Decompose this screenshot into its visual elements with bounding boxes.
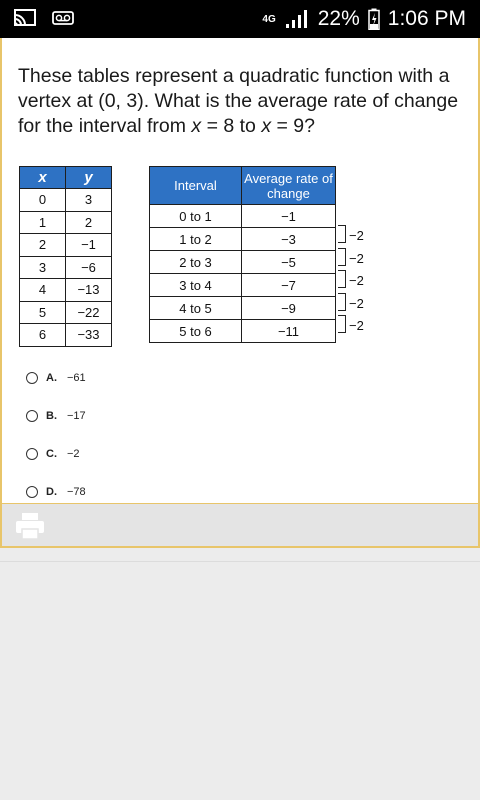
question-part-3: = 9? bbox=[271, 115, 315, 137]
y-cell: −22 bbox=[66, 301, 112, 324]
option-a[interactable] bbox=[26, 370, 86, 386]
option-b[interactable] bbox=[26, 408, 86, 424]
option-value: −2 bbox=[67, 448, 80, 460]
rate-header-average: Average rate of change bbox=[242, 167, 336, 205]
voicemail-icon bbox=[52, 11, 74, 25]
y-cell: −13 bbox=[66, 279, 112, 302]
table-row bbox=[20, 234, 112, 257]
table-row bbox=[20, 324, 112, 347]
interval-cell: 2 to 3 bbox=[150, 251, 242, 274]
option-value: −17 bbox=[67, 410, 86, 422]
radio-button[interactable] bbox=[26, 372, 38, 384]
difference-label: −2 bbox=[349, 295, 364, 311]
divider bbox=[0, 561, 480, 562]
difference-bracket bbox=[338, 270, 388, 290]
table-row bbox=[150, 297, 336, 320]
table-row bbox=[150, 251, 336, 274]
option-letter: C. bbox=[46, 448, 57, 460]
xy-header-y: y bbox=[66, 167, 112, 189]
question-card bbox=[0, 38, 480, 548]
y-cell: −33 bbox=[66, 324, 112, 347]
table-row bbox=[150, 205, 336, 228]
clock: 1:06 PM bbox=[387, 7, 466, 30]
difference-brackets bbox=[338, 225, 388, 345]
interval-cell: 3 to 4 bbox=[150, 274, 242, 297]
difference-label: −2 bbox=[349, 228, 364, 243]
x-cell: 1 bbox=[20, 211, 66, 234]
table-row bbox=[20, 301, 112, 324]
interval-cell: 1 to 2 bbox=[150, 228, 242, 251]
option-c[interactable] bbox=[26, 446, 80, 462]
x-cell: 2 bbox=[20, 234, 66, 257]
difference-label: −2 bbox=[349, 273, 364, 288]
difference-bracket bbox=[338, 293, 388, 313]
cast-icon bbox=[14, 9, 36, 27]
difference-label: −2 bbox=[349, 250, 364, 266]
interval-cell: 0 to 1 bbox=[150, 205, 242, 228]
difference-bracket bbox=[338, 315, 388, 335]
interval-cell: 5 to 6 bbox=[150, 320, 242, 343]
table-row bbox=[150, 320, 336, 343]
option-letter: B. bbox=[46, 410, 57, 422]
question-part-1: These tables represent a quadratic function with a vertex at (0, 3). What is the average rate of change for the interval from bbox=[18, 65, 459, 137]
xy-table bbox=[19, 166, 112, 347]
x-cell: 6 bbox=[20, 324, 66, 347]
x-cell: 0 bbox=[20, 189, 66, 212]
table-row bbox=[20, 256, 112, 279]
rate-cell: −9 bbox=[242, 297, 336, 320]
rate-cell: −1 bbox=[242, 205, 336, 228]
y-cell: −6 bbox=[66, 256, 112, 279]
table-row bbox=[20, 211, 112, 234]
table-row bbox=[20, 279, 112, 302]
option-value: −61 bbox=[67, 372, 86, 384]
radio-button[interactable] bbox=[26, 486, 38, 498]
rate-cell: −5 bbox=[242, 251, 336, 274]
table-row bbox=[150, 274, 336, 297]
radio-button[interactable] bbox=[26, 410, 38, 422]
rate-table bbox=[149, 166, 336, 343]
radio-button[interactable] bbox=[26, 448, 38, 460]
question-text bbox=[18, 64, 470, 139]
question-var-x1: x bbox=[191, 115, 202, 137]
x-cell: 5 bbox=[20, 301, 66, 324]
table-row bbox=[150, 228, 336, 251]
print-icon[interactable] bbox=[14, 512, 46, 540]
status-bar bbox=[0, 0, 480, 38]
rate-header-interval: Interval bbox=[150, 167, 242, 205]
network-type: 4G bbox=[262, 13, 276, 25]
option-letter: A. bbox=[46, 372, 57, 384]
difference-bracket bbox=[338, 225, 388, 245]
option-letter: D. bbox=[46, 486, 57, 498]
y-cell: 3 bbox=[66, 189, 112, 212]
x-cell: 4 bbox=[20, 279, 66, 302]
option-d[interactable] bbox=[26, 484, 86, 500]
question-var-x2: x bbox=[261, 115, 272, 137]
y-cell: −1 bbox=[66, 234, 112, 257]
option-value: −78 bbox=[67, 486, 86, 498]
interval-cell: 4 to 5 bbox=[150, 297, 242, 320]
question-part-2: = 8 to bbox=[201, 115, 262, 137]
rate-cell: −3 bbox=[242, 228, 336, 251]
table-row bbox=[20, 189, 112, 212]
difference-label: −2 bbox=[349, 318, 364, 333]
xy-header-x: x bbox=[20, 167, 66, 189]
rate-cell: −7 bbox=[242, 274, 336, 297]
battery-charging-icon bbox=[368, 8, 380, 30]
print-toolbar bbox=[2, 503, 478, 546]
signal-icon bbox=[284, 9, 310, 29]
battery-percent: 22% bbox=[317, 7, 360, 30]
rate-cell: −11 bbox=[242, 320, 336, 343]
y-cell: 2 bbox=[66, 211, 112, 234]
x-cell: 3 bbox=[20, 256, 66, 279]
difference-bracket bbox=[338, 248, 388, 268]
